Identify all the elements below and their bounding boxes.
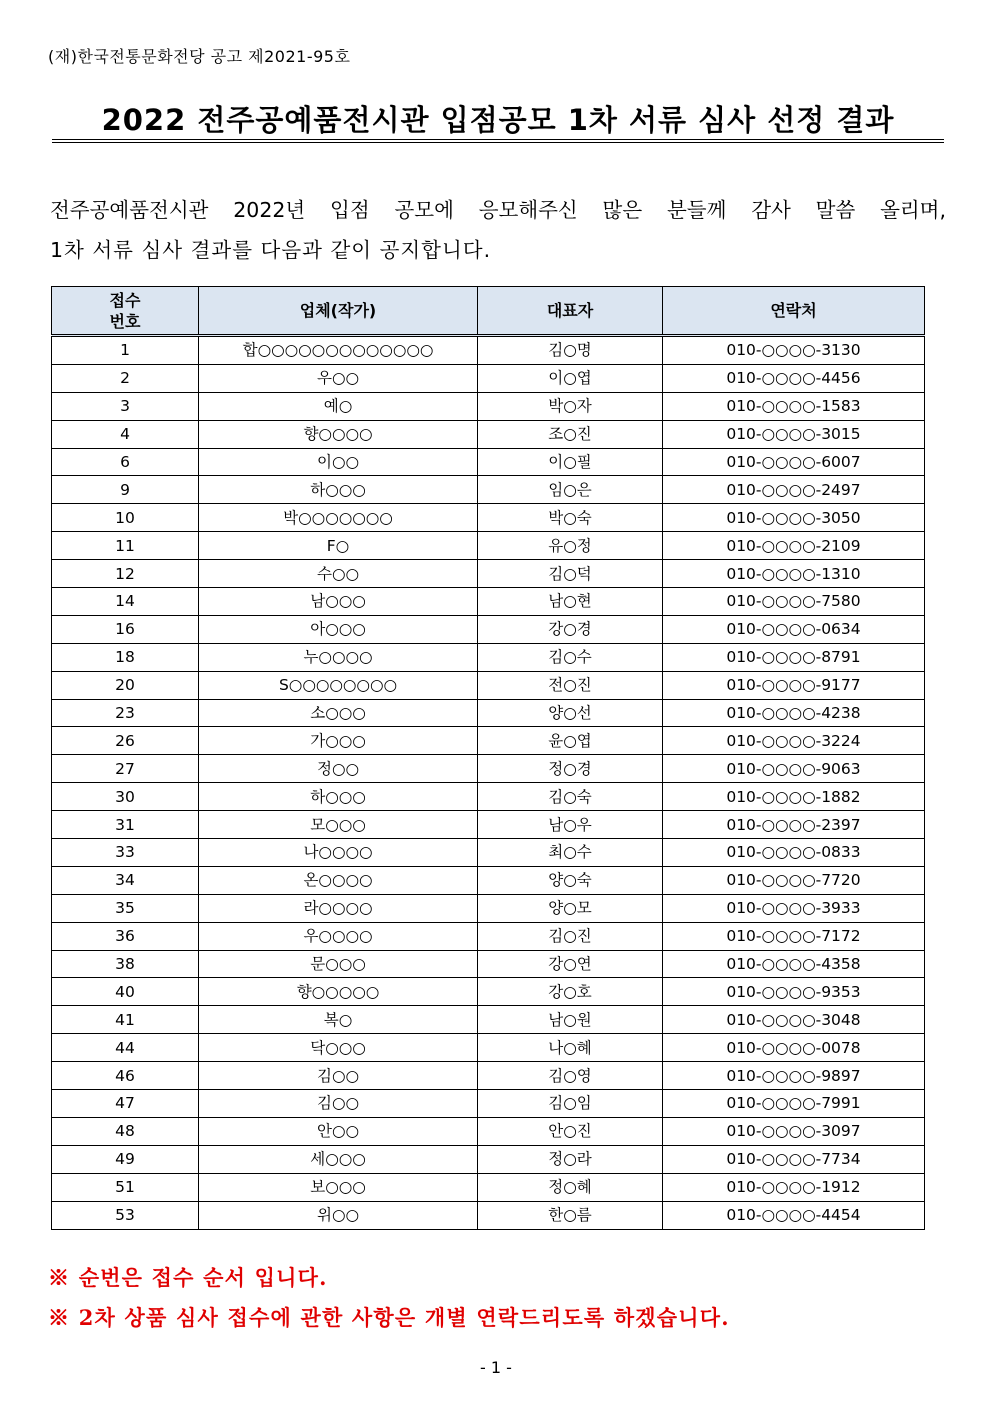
notice-number: (재)한국전통문화전당 공고 제2021-95호 — [48, 47, 351, 66]
cell-company: 복○ — [199, 1006, 478, 1034]
cell-company: S○○○○○○○○ — [199, 671, 478, 699]
cell-receipt-number: 36 — [52, 922, 199, 950]
table-row — [52, 615, 925, 643]
cell-company: 향○○○○○ — [199, 978, 478, 1006]
table-row — [52, 755, 925, 783]
table-row — [52, 392, 925, 420]
cell-contact: 010-○○○○-9897 — [663, 1062, 925, 1090]
cell-receipt-number: 27 — [52, 755, 199, 783]
table-row — [52, 336, 925, 365]
cell-contact: 010-○○○○-3015 — [663, 420, 925, 448]
page-number: - 1 - — [480, 1358, 512, 1377]
cell-representative: 박○자 — [478, 392, 663, 420]
cell-company: 합○○○○○○○○○○○○○ — [199, 336, 478, 365]
intro-line-1: 전주공예품전시관 2022년 입점 공모에 응모해주신 많은 분들께 감사 말씀 올리며, — [50, 198, 946, 222]
cell-receipt-number: 53 — [52, 1201, 199, 1229]
cell-representative: 강○호 — [478, 978, 663, 1006]
table-row — [52, 420, 925, 448]
table-row — [52, 1145, 925, 1173]
cell-receipt-number: 44 — [52, 1034, 199, 1062]
table-row — [52, 1090, 925, 1118]
cell-receipt-number: 33 — [52, 839, 199, 867]
cell-representative: 정○혜 — [478, 1173, 663, 1201]
cell-receipt-number: 30 — [52, 783, 199, 811]
cell-company: 아○○○ — [199, 615, 478, 643]
cell-company: 우○○○○ — [199, 922, 478, 950]
cell-receipt-number: 47 — [52, 1090, 199, 1118]
cell-company: 닥○○○ — [199, 1034, 478, 1062]
cell-receipt-number: 16 — [52, 615, 199, 643]
cell-representative: 김○덕 — [478, 560, 663, 588]
cell-receipt-number: 4 — [52, 420, 199, 448]
cell-receipt-number: 46 — [52, 1062, 199, 1090]
intro-line-2: 1차 서류 심사 결과를 다음과 같이 공지합니다. — [50, 238, 492, 262]
cell-contact: 010-○○○○-0078 — [663, 1034, 925, 1062]
cell-company: 보○○○ — [199, 1173, 478, 1201]
cell-contact: 010-○○○○-9063 — [663, 755, 925, 783]
header-representative: 대표자 — [478, 287, 663, 336]
header-receipt-number — [52, 287, 199, 336]
cell-receipt-number: 20 — [52, 671, 199, 699]
table-row — [52, 866, 925, 894]
cell-representative: 양○선 — [478, 699, 663, 727]
cell-company: 위○○ — [199, 1201, 478, 1229]
table-row — [52, 922, 925, 950]
cell-representative: 안○진 — [478, 1117, 663, 1145]
cell-company: 정○○ — [199, 755, 478, 783]
intro-paragraph — [50, 190, 946, 270]
cell-representative: 한○름 — [478, 1201, 663, 1229]
cell-representative: 최○수 — [478, 839, 663, 867]
cell-contact: 010-○○○○-2497 — [663, 476, 925, 504]
table-row — [52, 978, 925, 1006]
cell-company: F○ — [199, 532, 478, 560]
cell-representative: 정○라 — [478, 1145, 663, 1173]
table-row — [52, 811, 925, 839]
cell-company: 나○○○○ — [199, 839, 478, 867]
table-row — [52, 643, 925, 671]
cell-receipt-number: 2 — [52, 364, 199, 392]
title-underline-double — [52, 142, 944, 143]
cell-company: 하○○○ — [199, 783, 478, 811]
cell-contact: 010-○○○○-6007 — [663, 448, 925, 476]
cell-company: 김○○ — [199, 1062, 478, 1090]
cell-representative: 정○경 — [478, 755, 663, 783]
cell-company: 라○○○○ — [199, 894, 478, 922]
cell-representative: 김○명 — [478, 336, 663, 365]
table-row — [52, 588, 925, 616]
cell-representative: 김○임 — [478, 1090, 663, 1118]
cell-receipt-number: 6 — [52, 448, 199, 476]
table-row — [52, 839, 925, 867]
cell-contact: 010-○○○○-1583 — [663, 392, 925, 420]
cell-receipt-number: 14 — [52, 588, 199, 616]
cell-representative: 이○필 — [478, 448, 663, 476]
cell-company: 수○○ — [199, 560, 478, 588]
cell-company: 소○○○ — [199, 699, 478, 727]
cell-contact: 010-○○○○-9353 — [663, 978, 925, 1006]
cell-receipt-number: 3 — [52, 392, 199, 420]
page-title: 2022 전주공예품전시관 입점공모 1차 서류 심사 선정 결과 — [101, 103, 895, 137]
cell-receipt-number: 40 — [52, 978, 199, 1006]
cell-receipt-number: 11 — [52, 532, 199, 560]
cell-contact: 010-○○○○-3933 — [663, 894, 925, 922]
cell-contact: 010-○○○○-1310 — [663, 560, 925, 588]
cell-representative: 김○숙 — [478, 783, 663, 811]
cell-representative: 김○영 — [478, 1062, 663, 1090]
cell-contact: 010-○○○○-7580 — [663, 588, 925, 616]
cell-company: 우○○ — [199, 364, 478, 392]
cell-contact: 010-○○○○-4238 — [663, 699, 925, 727]
table-row — [52, 699, 925, 727]
cell-company: 온○○○○ — [199, 866, 478, 894]
cell-contact: 010-○○○○-1882 — [663, 783, 925, 811]
header-company: 업체(작가) — [199, 287, 478, 336]
cell-receipt-number: 51 — [52, 1173, 199, 1201]
cell-contact: 010-○○○○-3130 — [663, 336, 925, 365]
cell-receipt-number: 10 — [52, 504, 199, 532]
table-row — [52, 1034, 925, 1062]
cell-receipt-number: 41 — [52, 1006, 199, 1034]
cell-contact: 010-○○○○-4454 — [663, 1201, 925, 1229]
cell-contact: 010-○○○○-7172 — [663, 922, 925, 950]
cell-representative: 김○진 — [478, 922, 663, 950]
table-row — [52, 532, 925, 560]
cell-contact: 010-○○○○-0634 — [663, 615, 925, 643]
table-row — [52, 1006, 925, 1034]
cell-company: 하○○○ — [199, 476, 478, 504]
header-contact: 연락처 — [663, 287, 925, 336]
cell-company: 박○○○○○○○ — [199, 504, 478, 532]
cell-contact: 010-○○○○-3050 — [663, 504, 925, 532]
table-row — [52, 1117, 925, 1145]
cell-representative: 강○경 — [478, 615, 663, 643]
header-no-line2: 번호 — [109, 311, 141, 331]
table-row — [52, 1201, 925, 1229]
table-row — [52, 950, 925, 978]
cell-representative: 양○모 — [478, 894, 663, 922]
cell-contact: 010-○○○○-2109 — [663, 532, 925, 560]
table-row — [52, 1062, 925, 1090]
cell-representative: 유○정 — [478, 532, 663, 560]
cell-contact: 010-○○○○-1912 — [663, 1173, 925, 1201]
cell-representative: 남○우 — [478, 811, 663, 839]
cell-representative: 전○진 — [478, 671, 663, 699]
table-row — [52, 448, 925, 476]
cell-receipt-number: 49 — [52, 1145, 199, 1173]
table-row — [52, 476, 925, 504]
cell-representative: 임○은 — [478, 476, 663, 504]
table-row — [52, 364, 925, 392]
cell-company: 남○○○ — [199, 588, 478, 616]
table-row — [52, 560, 925, 588]
cell-contact: 010-○○○○-7734 — [663, 1145, 925, 1173]
cell-representative: 김○수 — [478, 643, 663, 671]
cell-company: 문○○○ — [199, 950, 478, 978]
cell-contact: 010-○○○○-0833 — [663, 839, 925, 867]
cell-contact: 010-○○○○-3224 — [663, 727, 925, 755]
cell-receipt-number: 31 — [52, 811, 199, 839]
cell-representative: 강○연 — [478, 950, 663, 978]
results-table — [51, 286, 925, 1230]
cell-receipt-number: 9 — [52, 476, 199, 504]
cell-receipt-number: 48 — [52, 1117, 199, 1145]
cell-representative: 남○원 — [478, 1006, 663, 1034]
cell-company: 모○○○ — [199, 811, 478, 839]
cell-contact: 010-○○○○-7991 — [663, 1090, 925, 1118]
cell-contact: 010-○○○○-2397 — [663, 811, 925, 839]
table-row — [52, 783, 925, 811]
cell-receipt-number: 12 — [52, 560, 199, 588]
note-second-round: ※ 2차 상품 심사 접수에 관한 사항은 개별 연락드리도록 하겠습니다. — [48, 1305, 730, 1330]
cell-representative: 조○진 — [478, 420, 663, 448]
cell-company: 이○○ — [199, 448, 478, 476]
cell-representative: 윤○엽 — [478, 727, 663, 755]
cell-company: 세○○○ — [199, 1145, 478, 1173]
note-order: ※ 순번은 접수 순서 입니다. — [48, 1265, 328, 1290]
cell-company: 김○○ — [199, 1090, 478, 1118]
cell-company: 향○○○○ — [199, 420, 478, 448]
cell-company: 안○○ — [199, 1117, 478, 1145]
table-row — [52, 894, 925, 922]
cell-contact: 010-○○○○-4358 — [663, 950, 925, 978]
header-no-line1: 접수 — [109, 290, 141, 310]
table-row — [52, 504, 925, 532]
cell-receipt-number: 23 — [52, 699, 199, 727]
table-row — [52, 727, 925, 755]
cell-representative: 양○숙 — [478, 866, 663, 894]
cell-contact: 010-○○○○-9177 — [663, 671, 925, 699]
title-underline — [52, 139, 944, 140]
cell-company: 가○○○ — [199, 727, 478, 755]
cell-company: 예○ — [199, 392, 478, 420]
cell-receipt-number: 18 — [52, 643, 199, 671]
table-row — [52, 1173, 925, 1201]
table-header-row — [52, 287, 925, 336]
cell-receipt-number: 26 — [52, 727, 199, 755]
cell-contact: 010-○○○○-3097 — [663, 1117, 925, 1145]
cell-receipt-number: 35 — [52, 894, 199, 922]
table-row — [52, 671, 925, 699]
cell-contact: 010-○○○○-8791 — [663, 643, 925, 671]
cell-representative: 남○현 — [478, 588, 663, 616]
cell-company: 누○○○○ — [199, 643, 478, 671]
cell-contact: 010-○○○○-3048 — [663, 1006, 925, 1034]
cell-contact: 010-○○○○-4456 — [663, 364, 925, 392]
cell-contact: 010-○○○○-7720 — [663, 866, 925, 894]
notes — [48, 1258, 730, 1338]
cell-representative: 이○엽 — [478, 364, 663, 392]
cell-receipt-number: 34 — [52, 866, 199, 894]
cell-receipt-number: 1 — [52, 336, 199, 365]
cell-representative: 박○숙 — [478, 504, 663, 532]
cell-receipt-number: 38 — [52, 950, 199, 978]
cell-representative: 나○혜 — [478, 1034, 663, 1062]
